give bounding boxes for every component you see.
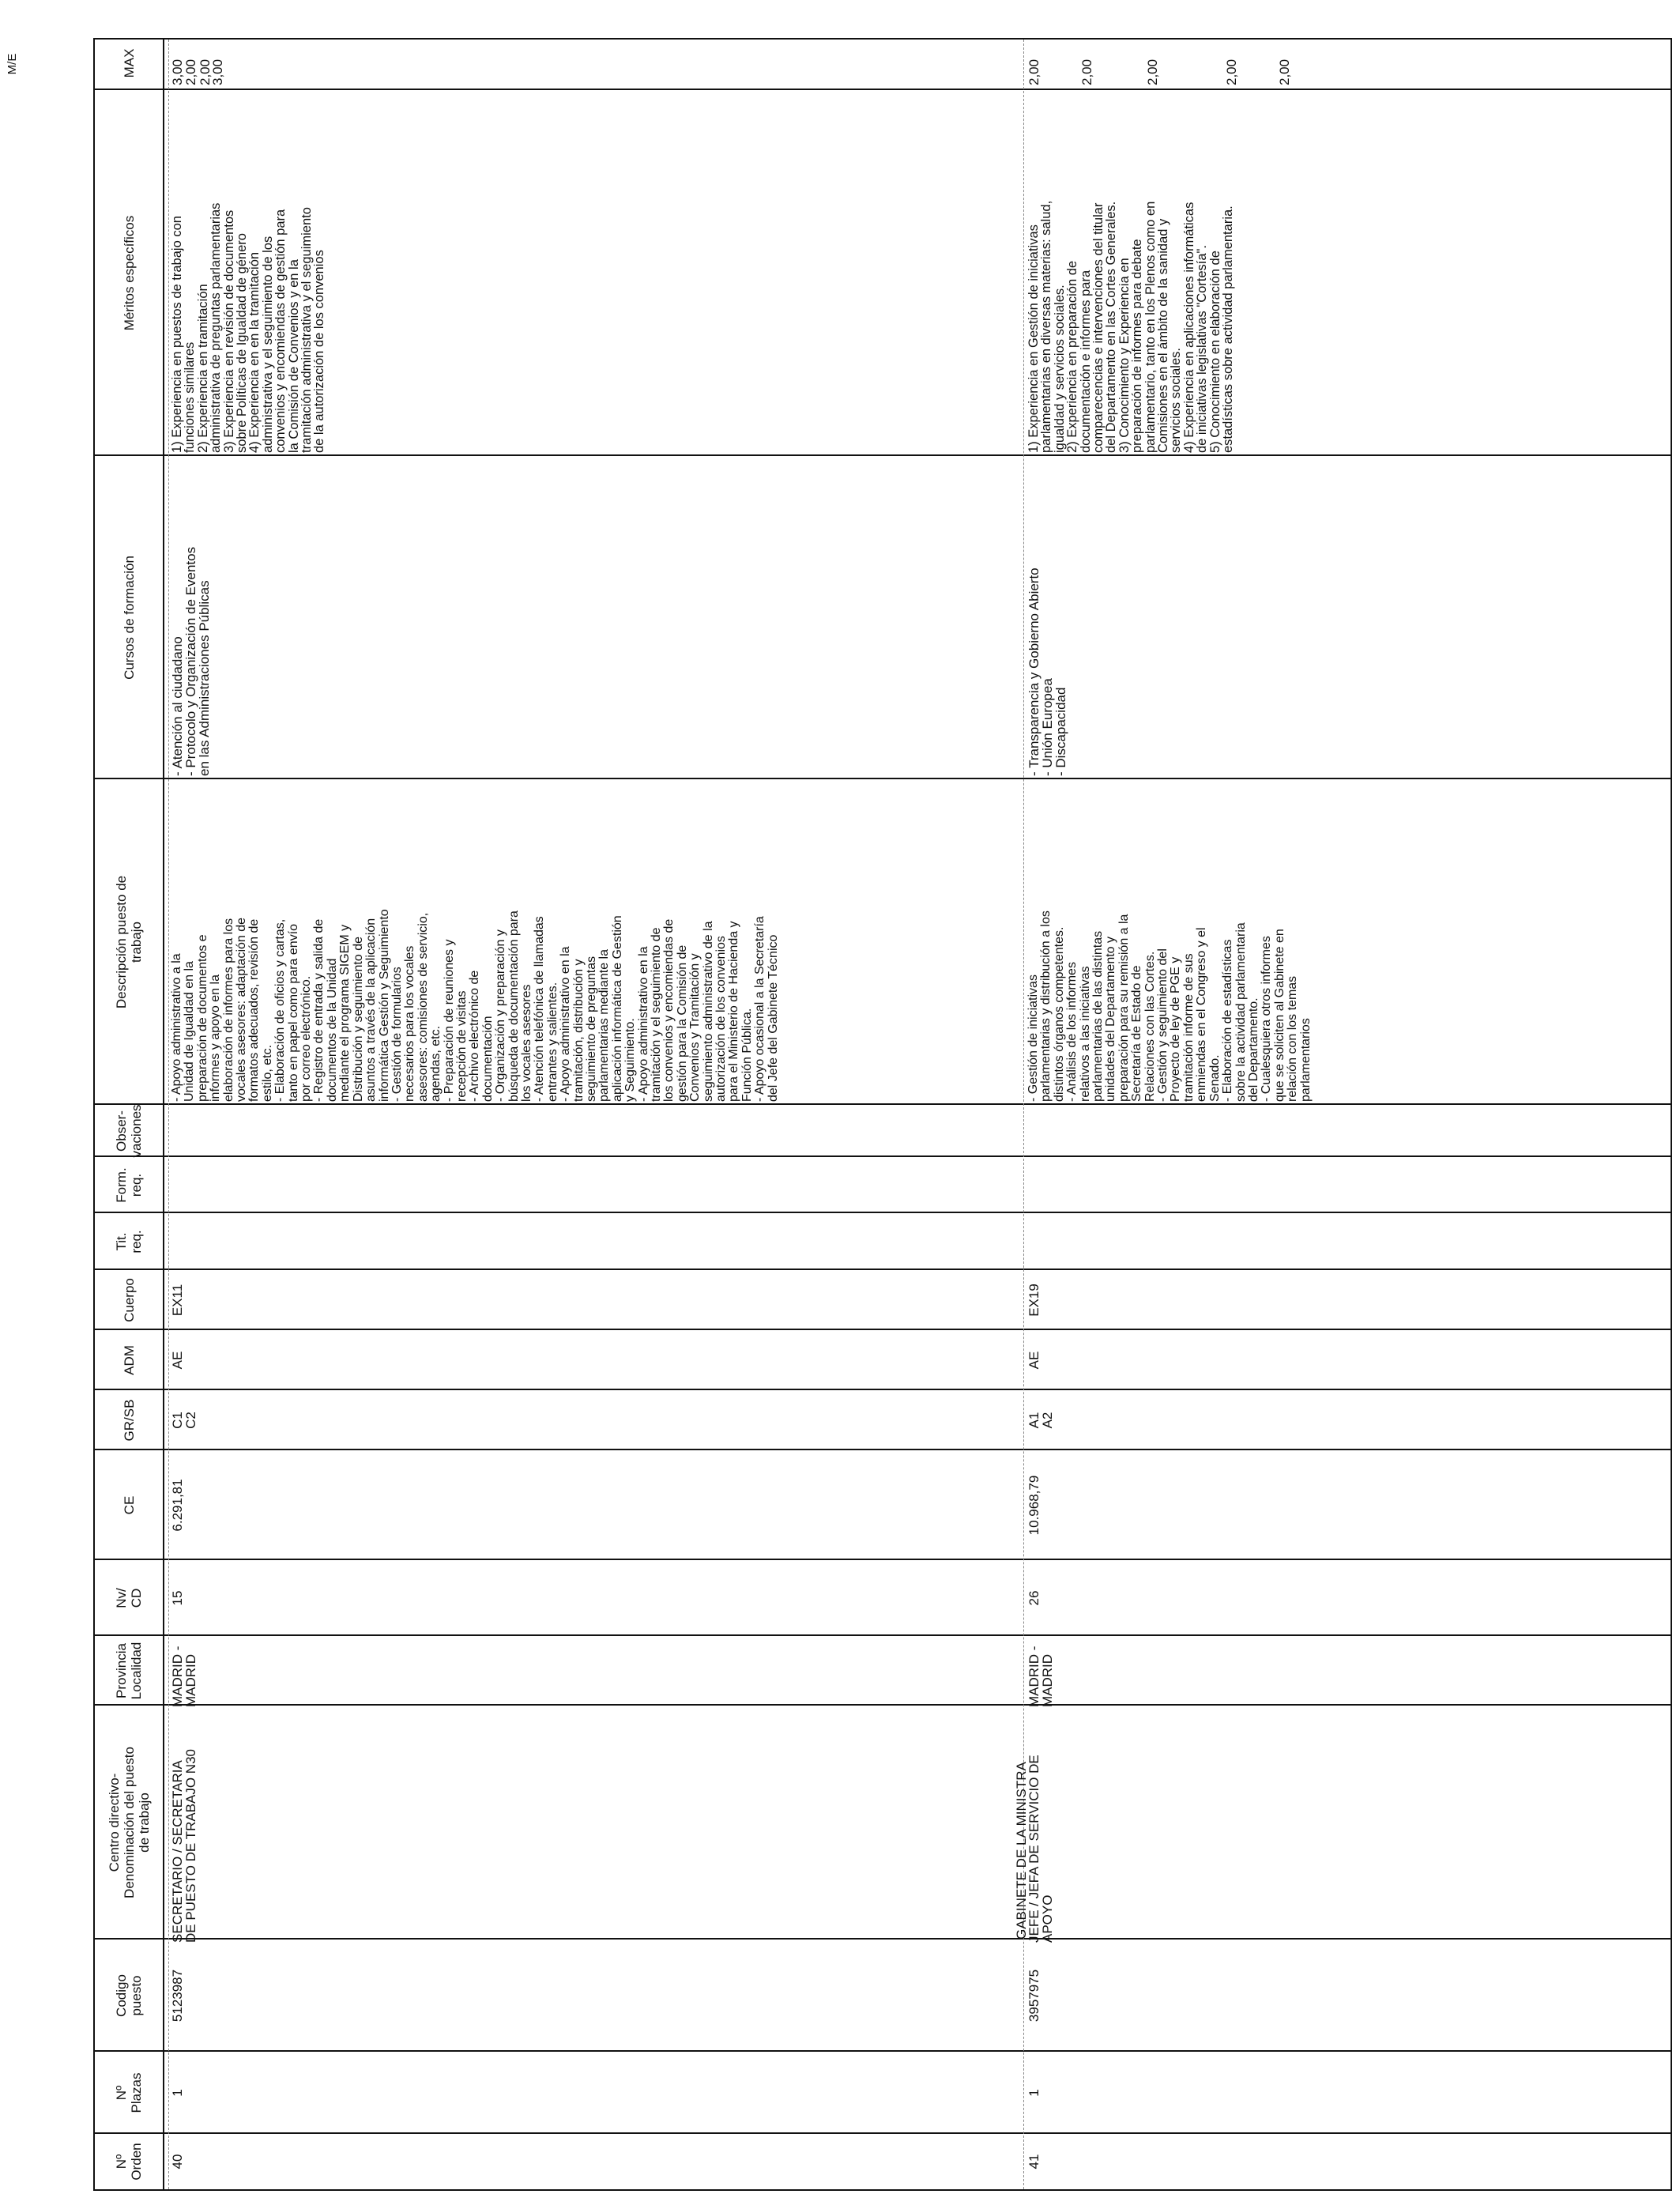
max-value: 2,00: [1079, 58, 1094, 85]
row-orden: 41: [1026, 2154, 1042, 2169]
col-sep: [95, 1559, 1671, 1560]
row-provincia: MADRID - MADRID: [1026, 1646, 1055, 1707]
row-codigo: 3957975: [1026, 1969, 1042, 2022]
max-value: 3,00: [210, 58, 225, 85]
row-adm: AE: [1026, 1351, 1042, 1370]
header-plazas: Nº Plazas: [114, 2072, 144, 2113]
header-nivel: Nv/ CD: [114, 1588, 144, 1608]
col-sep: [95, 1704, 1671, 1706]
header-cuerpo: Cuerpo: [121, 1278, 137, 1322]
positions-table: [93, 38, 1672, 2191]
row-ce: 6.291,81: [170, 1479, 185, 1532]
col-sep: [95, 1938, 1671, 1940]
row-descripcion: - Apoyo administrativo a la Unidad de Igualdad en la preparación de documentos e informes y apoyo en la elaboración de informes para los vocales asesores: adaptación de formatos adecuados, revisión de estilo, etc. - Elaboración de oficios y cartas, tanto en papel como para envío por correo electrónico. - Registro de entrada y salida de documentos de la Unidad mediante el programa SIGEM y Distribución y seguimiento de asuntos a través de la aplicación informática Gestión y Seguimiento - Gestión de formularios necesarios para los vocales asesores: comisiones de servicio, agendas, etc. - Preparación de reuniones y recepción de visitas - Archivo electrónico de documentación - Organización y preparación y búsqueda de documentación para los vocales asesores - Atención telefónica de llamadas entrantes y salientes. - Apoyo administrativo en la tramitación, distribución y seguimiento de preguntas parlamentarias mediante la aplicación informática de Gestión y Seguimiento. - Apoyo administrativo en la tramitación y el seguimiento de los convenios y encomiendas de gestión para la Comisión de Convenios y Tramitación y seguimiento administrativo de la autorización de los convenios para el Ministerio de Hacienda y Función Pública. - Apoyo ocasional a la Secretaría del Jefe del Gabinete Técnico: [170, 909, 780, 1102]
col-sep: [95, 1634, 1671, 1636]
row-meritos: 1) Experiencia en puestos de trabajo con funciones similares 2) Experiencia en tramitación administrativa de preguntas parlamentarias 3) Experiencia en revisión de documentos sobre Políticas de Igualdad de género 4) Experiencia en en la tramitación administrativa y el seguimiento de los convenios y encomiendas de gestión para la Comisión de Convenios y en la tramitación administrativa y el seguimiento de la autorización de los convenios: [170, 202, 327, 453]
header-rule: [163, 40, 164, 2189]
row-provincia: MADRID - MADRID: [170, 1646, 198, 1707]
max-value: 2,00: [1145, 58, 1160, 85]
row-orden: 40: [170, 2154, 185, 2169]
max-value: 2,00: [183, 58, 198, 85]
header-centro: Centro directivo- Denominación del puesto de trabajo: [106, 1747, 152, 1898]
header-codigo: Codigo puesto: [114, 1974, 144, 2017]
max-value: 3,00: [170, 58, 185, 85]
max-value: 2,00: [1277, 58, 1292, 85]
col-sep: [95, 2132, 1671, 2134]
header-grupo: GR/SB: [121, 1399, 137, 1442]
header-orden: Nº Orden: [114, 2143, 144, 2181]
row-plazas: 1: [170, 2089, 185, 2097]
row-denominacion: JEFE / JEFA DE SERVICIO DE APOYO: [1026, 1755, 1055, 1943]
header-me: M/E: [5, 53, 19, 75]
row-centro-directivo: GABINETE DE LA MINISTRA: [1014, 1762, 1029, 1940]
row-cuerpo: EX11: [170, 1284, 185, 1317]
row-max-list: [171, 59, 224, 85]
header-max: MAX: [121, 48, 137, 78]
row-nivel: 15: [170, 1590, 185, 1606]
row-adm: AE: [170, 1351, 185, 1370]
col-sep: [95, 454, 1671, 456]
header-descripcion: Descripción puesto de trabajo: [114, 875, 144, 1009]
header-form: Form. req.: [114, 1167, 144, 1203]
row-dash: [168, 40, 169, 2189]
max-value: 2,00: [1224, 58, 1239, 85]
row-denominacion: SECRETARIO / SECRETARIA DE PUESTO DE TRABAJO N30: [170, 1749, 198, 1943]
col-sep: [95, 1269, 1671, 1270]
row-cursos: - Transparencia y Gobierno Abierto - Unión Europea - Discapacidad: [1026, 567, 1068, 776]
row-max-list: [1027, 59, 1291, 85]
row-cuerpo: EX19: [1026, 1284, 1042, 1317]
header-adm: ADM: [121, 1345, 137, 1375]
col-sep: [95, 1329, 1671, 1330]
header-tit: Tit. req.: [114, 1230, 144, 1253]
header-ce: CE: [121, 1495, 137, 1515]
col-sep: [95, 89, 1671, 90]
row-cursos: - Atención al ciudadano - Protocolo y Organización de Eventos en las Administraciones Públicas: [170, 546, 212, 776]
row-ce: 10.968,79: [1026, 1475, 1042, 1536]
row-grupo: C1 C2: [170, 1412, 198, 1429]
row-nivel: 26: [1026, 1590, 1042, 1606]
max-value: 2,00: [1026, 58, 1042, 85]
header-observaciones: Obser- vaciones: [114, 1104, 144, 1158]
row-meritos: 1) Experiencia en Gestión de iniciativas parlamentarias en diversas materias: salud, igualdad y servicios sociales. 2) Experiencia en preparación de documentación e informes para comparecencias e intervenciones del titular del Departamento en las Cortes Generales. 3) Conocimiento y Experiencia en preparación de informes para debate parlamentario, tanto en los Plenos como en Comisiones en el ámbito de la sanidad y servicios sociales. 4) Experiencia en aplicaciones informáticas de iniciativas legislativas "Cortesía". 5) Conocimiento en elaboración de estadísticas sobre actividad parlamentaria.: [1026, 200, 1236, 453]
row-codigo: 5123987: [170, 1969, 185, 2022]
col-sep: [95, 1212, 1671, 1213]
col-sep: [95, 2050, 1671, 2052]
col-sep: [95, 1449, 1671, 1450]
row-grupo: A1 A2: [1026, 1412, 1055, 1429]
max-value: 2,00: [198, 58, 213, 85]
header-meritos: Méritos específicos: [121, 215, 137, 331]
row-descripcion: - Gestión de iniciativas parlamentarias y distribución a los distintos órganos competentes. - Análisis de los informes relativos a las iniciativas parlamentarias de las distintas unidades del Departamento y preparación para su remisión a la Secretaría de Estado de Relaciones con las Cortes. - Gestión y seguimiento del Proyecto de ley de PGE y tramitación informe de sus enmiendas en el Congreso y el Senado. - Elaboración de estadísticas sobre la actividad parlamentaria del Departamento. - Cualesquiera otros informes que se soliciten al Gabinete en relación con los temas parlamentarios: [1026, 910, 1313, 1102]
header-provincia: Provincia Localidad: [114, 1642, 144, 1700]
row-plazas: 1: [1026, 2089, 1042, 2097]
col-sep: [95, 1389, 1671, 1390]
col-sep: [95, 1155, 1671, 1157]
header-cursos: Cursos de formación: [121, 556, 137, 680]
